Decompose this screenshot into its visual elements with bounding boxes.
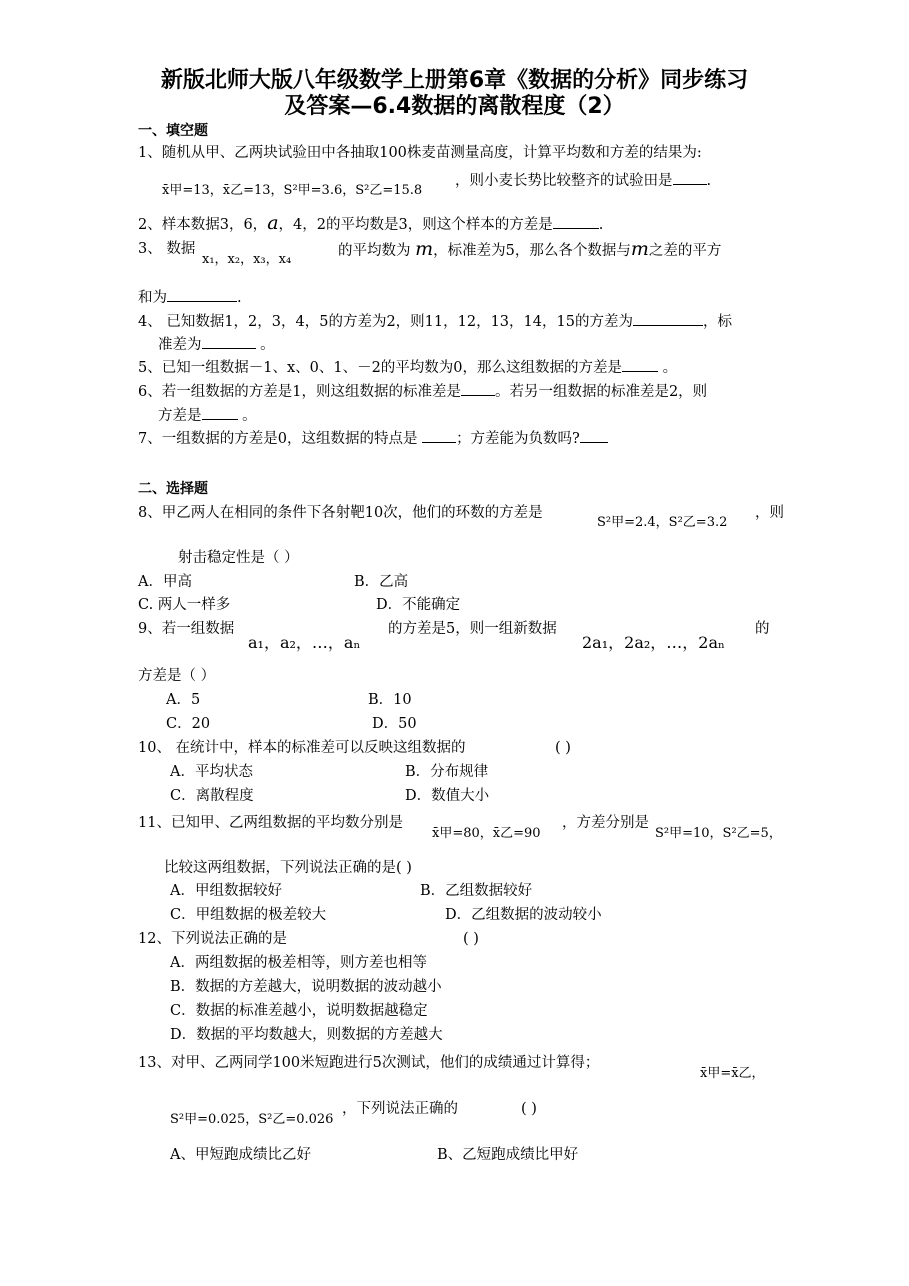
question-10-option-d: D．数值大小 (405, 788, 490, 804)
question-6-line2: 方差是 。 (158, 405, 257, 426)
question-8-option-b: B．乙高 (354, 574, 409, 590)
question-12-option-d: D．数据的平均数越大，则数据的方差越大 (170, 1027, 443, 1043)
question-3-middle: 的平均数为 m，标准差为5，那么各个数据与m之差的平方 (338, 238, 722, 260)
question-9-middle: 的方差是5，则一组新数据 (388, 621, 557, 637)
question-11-option-b: B．乙组数据较好 (420, 883, 533, 899)
question-11-variances: S²甲=10，S²乙=5， (655, 826, 782, 841)
question-9-tail: 的 (755, 621, 770, 637)
question-1-formula: x̄甲=13，x̄乙=13，S²甲=3.6，S²乙=15.8 (162, 183, 423, 198)
question-5: 5、已知一组数据－1、x、0、1、－2的平均数为0，那么这组数据的方差是 。 (138, 357, 677, 378)
question-11-option-c: C．甲组数据的极差较大 (170, 907, 327, 923)
question-13-middle: ，下列说法正确的 (342, 1101, 458, 1117)
question-3-variables: x₁，x₂，x₃，x₄ (202, 252, 292, 267)
question-1-text: 1、随机从甲、乙两块试验田中各抽取100株麦苗测量高度，计算平均数和方差的结果为: (138, 145, 702, 161)
question-12-text: 12、下列说法正确的是 (138, 931, 287, 947)
question-6-line1: 6、若一组数据的方差是1，则这组数据的标准差是 。若另一组数据的标准差是2，则 (138, 381, 707, 402)
question-9-variables-a: a₁，a₂，…，aₙ (248, 633, 361, 652)
question-13-paren: ( ) (521, 1101, 537, 1117)
question-3-prefix: 3、 数据 (138, 241, 196, 257)
question-12-option-c: C．数据的标准差越小，说明数据越稳定 (170, 1003, 428, 1019)
question-9-option-c: C．20 (166, 716, 211, 732)
question-4-line2: 准差为 。 (158, 334, 275, 355)
question-12-paren: ( ) (463, 931, 479, 947)
question-4-line1: 4、 已知数据1，2，3，4，5的方差为2，则11，12，13，14，15的方差为 ，标 (138, 311, 732, 332)
page-title-line2: 及答案—6.4数据的离散程度（2） (284, 94, 625, 119)
question-11-middle: ，方差分别是 (562, 815, 649, 831)
question-11-option-a: A．甲组数据较好 (170, 883, 282, 899)
question-11-prefix: 11、已知甲、乙两组数据的平均数分别是 (138, 815, 403, 831)
question-2: 2、样本数据3，6，a，4，2的平均数是3，则这个样本的方差是 . (138, 212, 604, 234)
question-11-option-d: D．乙组数据的波动较小 (445, 907, 602, 923)
question-11-line2: 比较这两组数据，下列说法正确的是( ) (164, 860, 412, 876)
question-10-option-b: B．分布规律 (405, 764, 489, 780)
question-3-line2: 和为 . (138, 287, 242, 308)
question-13-variances: S²甲=0.025，S²乙=0.026 (170, 1112, 334, 1127)
question-12-option-a: A．两组数据的极差相等，则方差也相等 (170, 955, 427, 971)
page-title-line1: 新版北师大版八年级数学上册第6章《数据的分析》同步练习 (160, 68, 749, 93)
question-9-option-a: A．5 (166, 692, 201, 708)
question-8-text: 8、甲乙两人在相同的条件下各射靶10次，他们的环数的方差是 (138, 505, 543, 521)
question-10-option-c: C．离散程度 (170, 788, 254, 804)
question-8-option-a: A．甲高 (138, 574, 192, 590)
question-8-formula: S²甲=2.4，S²乙=3.2 (597, 515, 728, 530)
question-9-prefix: 9、若一组数据 (138, 621, 235, 637)
question-12-option-b: B．数据的方差越大，说明数据的波动越小 (170, 979, 442, 995)
question-11-means: x̄甲=80，x̄乙=90 (432, 826, 541, 841)
question-13-means: x̄甲=x̄乙， (700, 1066, 765, 1081)
question-8-option-c: C. 两人一样多 (138, 597, 231, 613)
question-13-option-a: A、甲短跑成绩比乙好 (170, 1147, 311, 1163)
section-choice: 二、选择题 (138, 481, 208, 497)
question-9-option-b: B．10 (368, 692, 412, 708)
question-10-option-a: A．平均状态 (170, 764, 253, 780)
question-10-text: 10、 在统计中，样本的标准差可以反映这组数据的 (138, 740, 466, 756)
question-8-line2: 射击稳定性是（ ） (178, 550, 299, 566)
question-8-option-d: D．不能确定 (376, 597, 461, 613)
question-9-variables-2a: 2a₁，2a₂，…，2aₙ (582, 633, 725, 652)
question-7: 7、一组数据的方差是0，这组数据的特点是 ；方差能为负数吗? (138, 428, 608, 449)
section-fill-in: 一、填空题 (138, 123, 208, 139)
question-9-line2: 方差是（ ） (138, 668, 216, 684)
question-13-text: 13、对甲、乙两同学100米短跑进行5次测试，他们的成绩通过计算得； (138, 1055, 600, 1071)
question-13-option-b: B、乙短跑成绩比甲好 (437, 1147, 579, 1163)
question-1-tail: ，则小麦长势比较整齐的试验田是 . (455, 170, 711, 191)
question-9-option-d: D．50 (372, 716, 417, 732)
question-10-paren: ( ) (555, 740, 571, 756)
question-8-tail: ，则 (755, 505, 784, 521)
